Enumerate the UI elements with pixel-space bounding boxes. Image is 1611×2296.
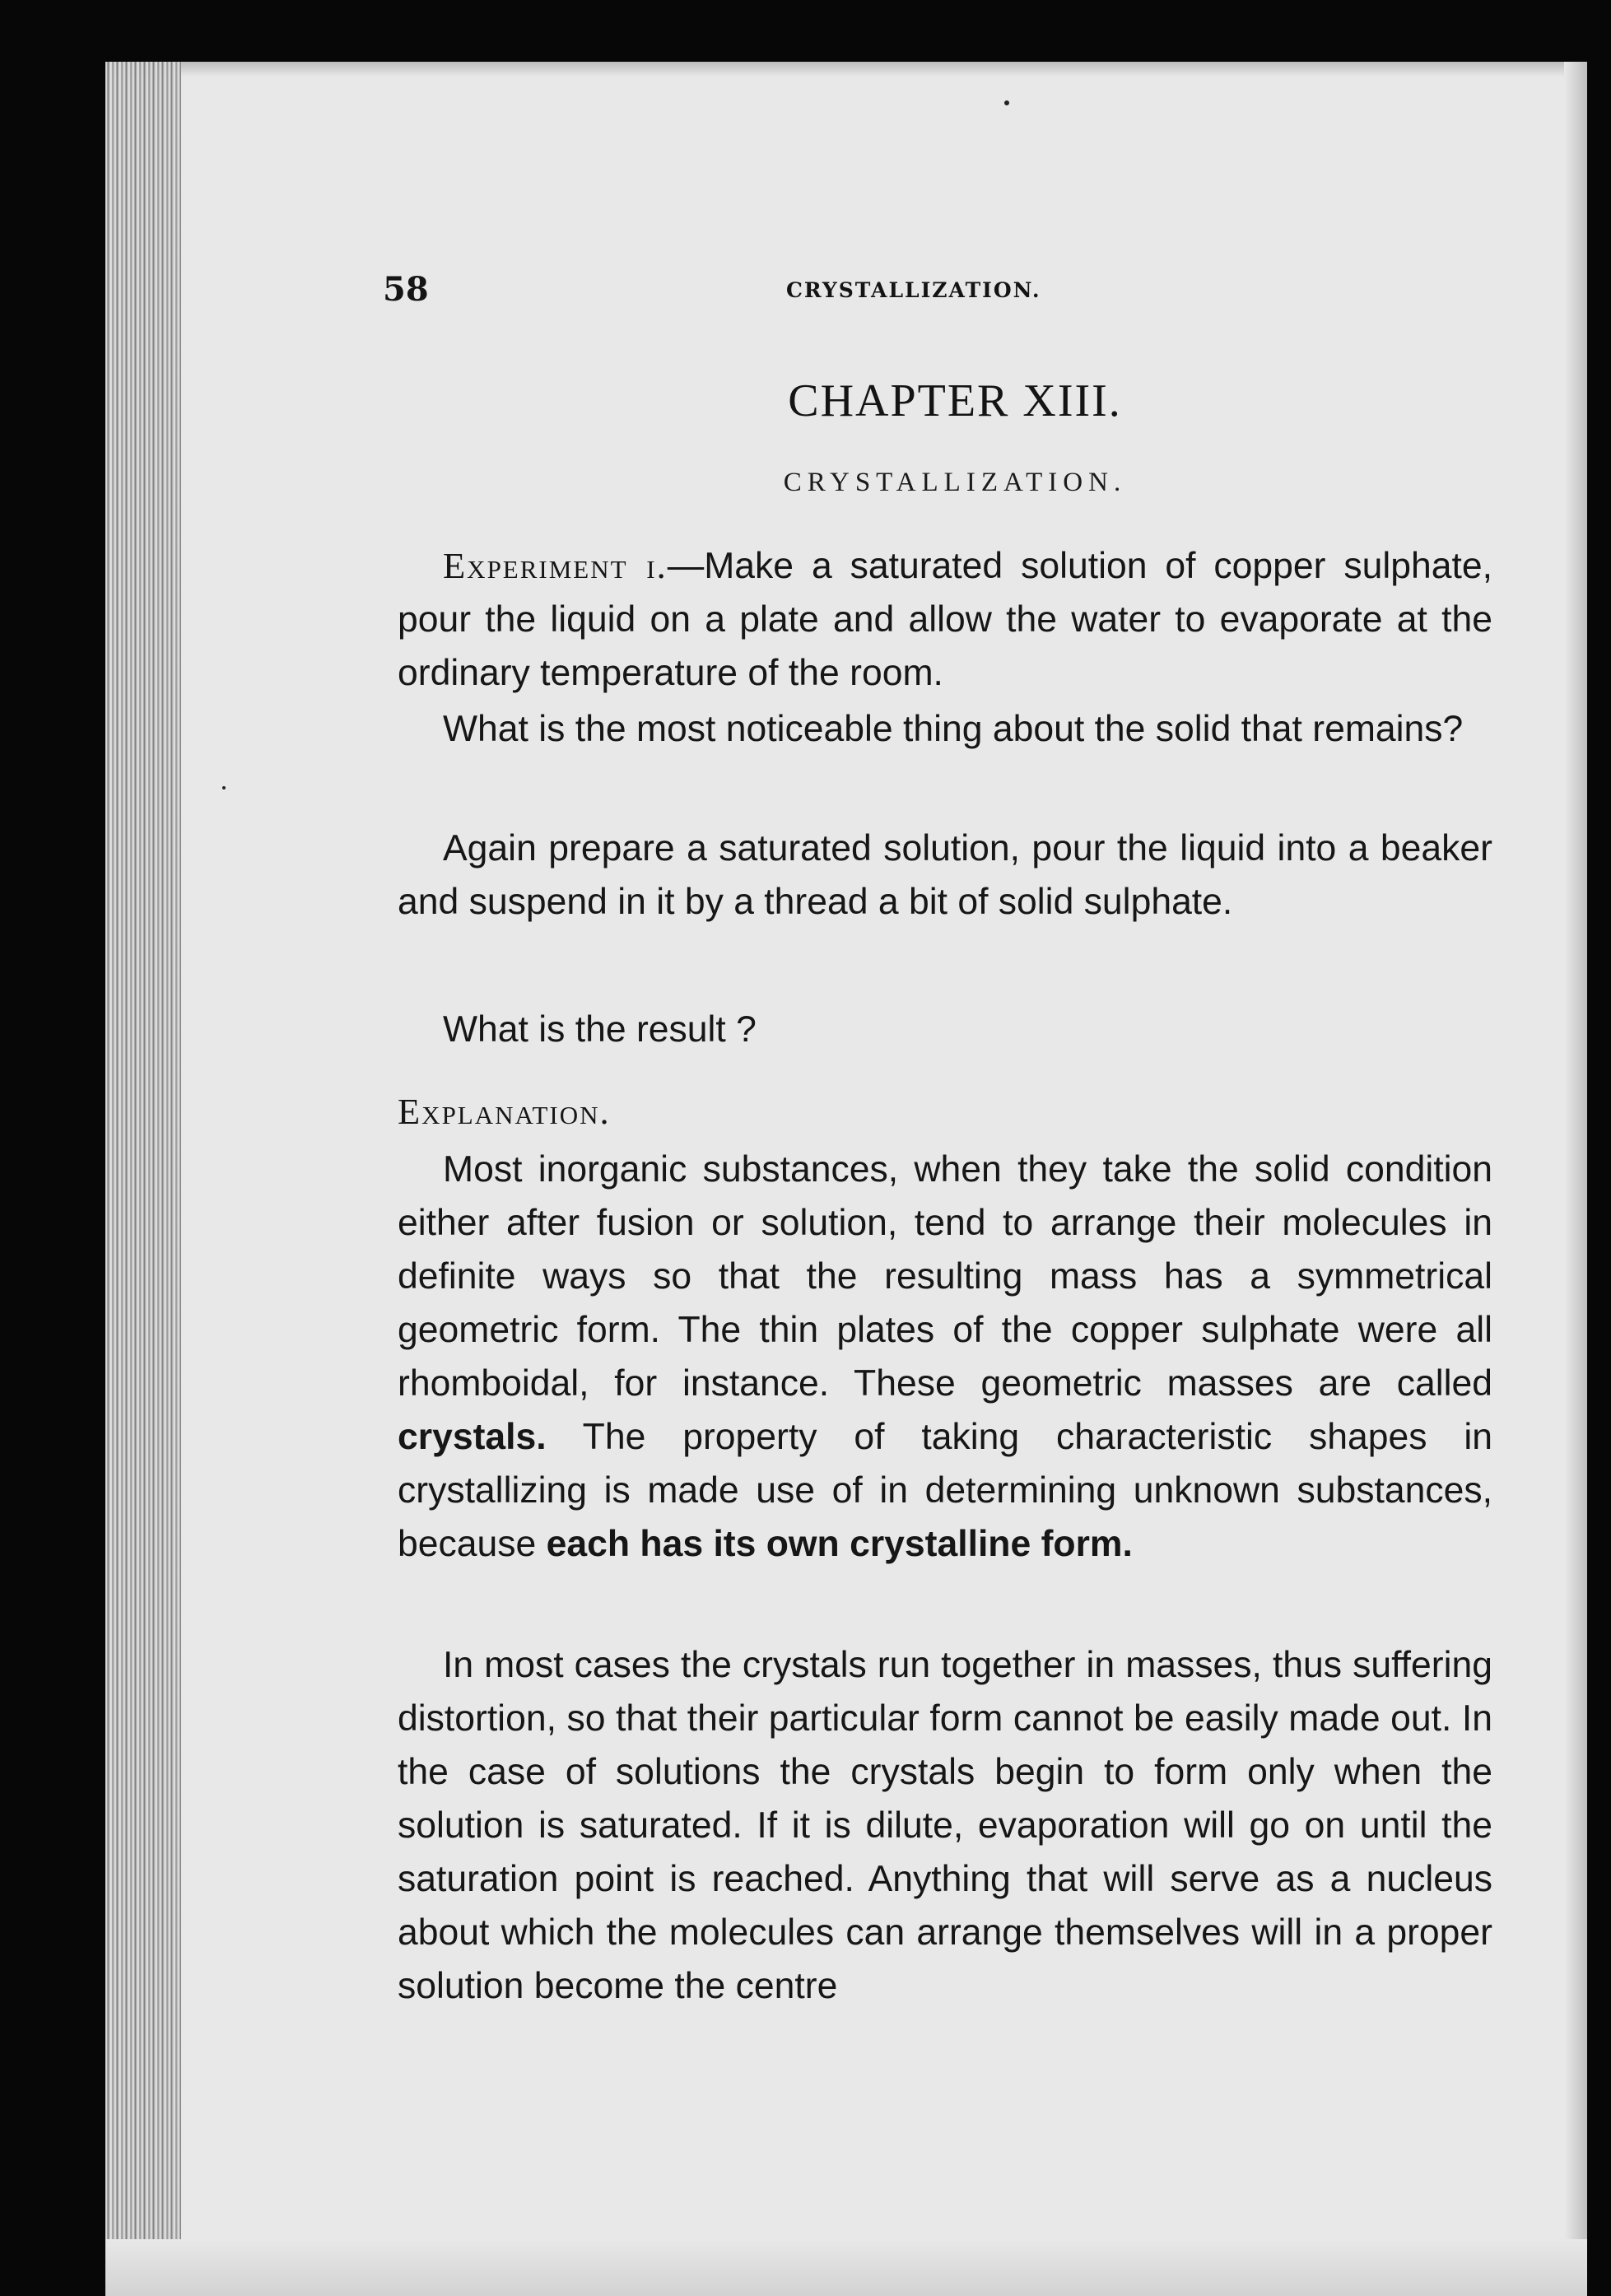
question-two: What is the result ? [443, 1009, 757, 1050]
explanation-part-2: The property of taking characteristic shapes in crystallizing is made use of in determining unknown substances, because [398, 1417, 1492, 1564]
ink-speck [1004, 100, 1009, 105]
section-title: CRYSTALLIZATION. [783, 468, 1127, 497]
page-top-shadow [105, 62, 1587, 77]
experiment-paragraph [398, 539, 1492, 700]
again-text: Again prepare a saturated solution, pour the liquid into a beaker and suspend in it by a thread a bit of solid sulphate. [398, 828, 1492, 922]
page-bottom-shadow [105, 2239, 1587, 2296]
running-head [383, 270, 1527, 319]
explanation-paragraph [398, 1143, 1492, 1571]
page-edge-stack [105, 62, 181, 2296]
experiment-body: —Make a saturated solution of copper sulphate, pour the liquid on a plate and allow the water to evaporate at the ordinary temperature of the room. [398, 546, 1492, 693]
explanation-heading-text: Explanation. [398, 1091, 611, 1132]
explanation-part-1: Most inorganic substances, when they take the solid condition either after fusion or solution, tend to arrange their molecules in definite ways so that the resulting mass has a symmetrical geometric form. The thin plates of the copper sulphate were all rhomboidal, for instance. These geometric masses are called [398, 1149, 1492, 1404]
explanation-text [398, 1143, 1492, 1571]
experiment-text [398, 539, 1492, 700]
page-right-shadow [1564, 62, 1587, 2296]
crystalline-form-emphasis: each has its own crystalline form. [546, 1524, 1133, 1564]
explanation-heading-block [398, 1085, 1492, 1139]
question-two-paragraph [398, 1003, 1492, 1056]
crystals-term: crystals. [398, 1417, 547, 1457]
running-title: CRYSTALLIZATION. [786, 278, 1041, 302]
chapter-title: CHAPTER XIII. [788, 375, 1122, 426]
question-one: What is the most noticeable thing about the solid that remains? [443, 709, 1464, 749]
explanation-heading [398, 1085, 1492, 1139]
question-one-paragraph [398, 702, 1492, 756]
last-paragraph [398, 1638, 1492, 2013]
ink-speck [222, 786, 226, 789]
experiment-label: Experiment i. [443, 545, 668, 586]
page-number: 58 [383, 270, 429, 309]
again-paragraph [398, 822, 1492, 929]
last-paragraph-text: In most cases the crystals run together in masses, thus suffering distortion, so that their particular form cannot be easily made out. In the case of solutions the crystals begin to form only when the solution is saturated. If it is dilute, evaporation will go on until the saturation point is reached. Anything that will serve as a nucleus about which the molecules can arrange themselves will in a proper solution become the centre [398, 1645, 1492, 2006]
